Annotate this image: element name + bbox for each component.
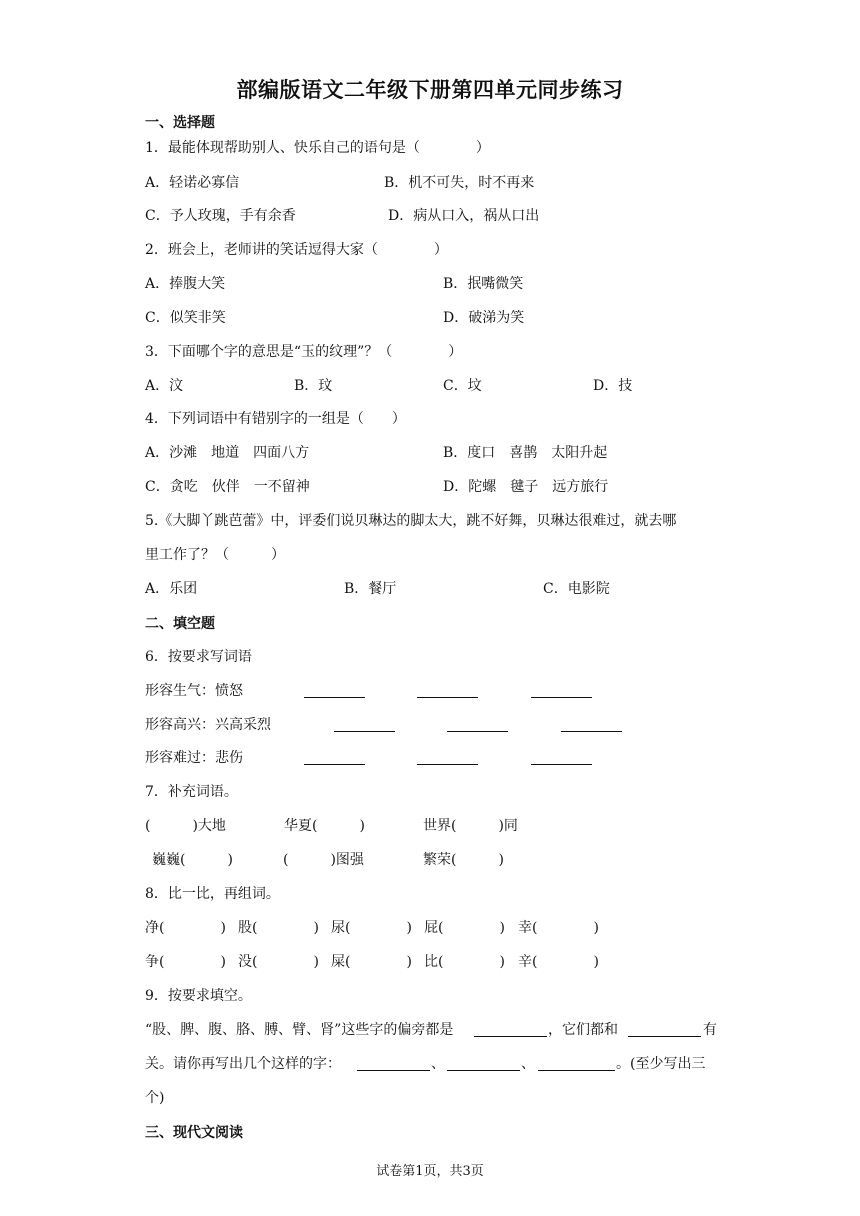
answer-blank[interactable] xyxy=(417,683,478,698)
question-5-option-b: B．餐厅 xyxy=(344,581,397,597)
question-7-item: 世界( )同 xyxy=(423,818,518,834)
question-4-stem: 4．下列词语中有错别字的一组是（ ） xyxy=(145,411,406,427)
question-2-option-d: D．破涕为笑 xyxy=(443,310,525,326)
answer-blank[interactable] xyxy=(474,1022,547,1037)
question-5-option-c: C．电影院 xyxy=(543,581,610,597)
answer-blank[interactable] xyxy=(447,1056,520,1071)
answer-blank[interactable] xyxy=(628,1022,701,1037)
question-8-item: 尿( ) xyxy=(331,920,412,936)
question-4-option-c: C．贪吃 伙伴 一不留神 xyxy=(145,479,310,495)
answer-blank[interactable] xyxy=(561,717,622,732)
question-9-text: 个) xyxy=(145,1090,165,1106)
page-title: 部编版语文二年级下册第四单元同步练习 xyxy=(236,78,624,102)
question-7-item: ( )大地 xyxy=(145,818,226,834)
question-3-option-d: D．技 xyxy=(593,378,633,394)
question-8-item: 辛( ) xyxy=(518,954,599,970)
question-7-item: ( )图强 xyxy=(283,852,364,868)
answer-blank[interactable] xyxy=(334,717,395,732)
question-4-option-d: D．陀螺 毽子 远方旅行 xyxy=(443,479,609,495)
question-4-option-b: B．度口 喜鹊 太阳升起 xyxy=(443,445,608,461)
question-8-item: 幸( ) xyxy=(518,920,599,936)
question-8-item: 屁( ) xyxy=(424,920,505,936)
question-2-option-b: B．抿嘴微笑 xyxy=(443,276,524,292)
question-2-stem: 2．班会上，老师讲的笑话逗得大家（ ） xyxy=(145,242,448,258)
answer-blank[interactable] xyxy=(357,1056,430,1071)
question-8-item: 净( ) xyxy=(145,920,226,936)
question-9-text: 有 xyxy=(703,1022,717,1038)
question-1-option-a: A．轻诺必寡信 xyxy=(145,175,240,191)
question-4-option-a: A．沙滩 地道 四面八方 xyxy=(145,445,310,461)
question-5-stem-line-1: 5.《大脚丫跳芭蕾》中，评委们说贝琳达的脚太大，跳不好舞，贝琳达很难过，就去哪 xyxy=(145,513,677,529)
answer-blank[interactable] xyxy=(304,683,365,698)
question-8-item: 争( ) xyxy=(145,954,226,970)
answer-blank[interactable] xyxy=(531,683,592,698)
question-9-text: 关。请你再写出几个这样的字： xyxy=(145,1056,341,1072)
question-1-option-d: D．病从口入，祸从口出 xyxy=(388,208,540,224)
question-3-option-c: C．坟 xyxy=(443,378,482,394)
page-footer: 试卷第1页，共3页 xyxy=(376,1164,484,1179)
answer-blank[interactable] xyxy=(304,750,365,765)
section-heading-reading: 三、现代文阅读 xyxy=(145,1125,243,1141)
question-9-text: 、 xyxy=(431,1056,445,1072)
question-2-option-a: A．捧腹大笑 xyxy=(145,276,226,292)
question-1-stem: 1．最能体现帮助别人、快乐自己的语句是（ ） xyxy=(145,140,490,156)
question-6-row-3-label: 形容难过：悲伤 xyxy=(145,750,243,766)
question-7-stem: 7．补充词语。 xyxy=(145,784,238,800)
question-2-option-c: C．似笑非笑 xyxy=(145,310,226,326)
question-9-stem: 9．按要求填空。 xyxy=(145,988,252,1004)
question-8-item: 比( ) xyxy=(424,954,505,970)
question-9-text: ，它们都和 xyxy=(548,1022,618,1038)
question-8-item: 股( ) xyxy=(238,920,319,936)
answer-blank[interactable] xyxy=(538,1056,615,1071)
question-8-item: 没( ) xyxy=(238,954,319,970)
question-3-option-b: B．玟 xyxy=(294,378,333,394)
question-8-item: 屎( ) xyxy=(331,954,412,970)
answer-blank[interactable] xyxy=(417,750,478,765)
answer-blank[interactable] xyxy=(531,750,592,765)
question-8-stem: 8．比一比，再组词。 xyxy=(145,886,280,902)
section-heading-fill: 二、填空题 xyxy=(145,616,215,632)
question-9-text: 。(至少写出三 xyxy=(616,1056,706,1072)
question-7-item: 巍巍( ) xyxy=(152,852,233,868)
section-heading-choice: 一、选择题 xyxy=(145,115,215,131)
question-6-row-1-label: 形容生气：愤怒 xyxy=(145,683,243,699)
question-6-stem: 6．按要求写词语 xyxy=(145,649,252,665)
question-5-option-a: A．乐团 xyxy=(145,581,198,597)
answer-blank[interactable] xyxy=(447,717,508,732)
question-5-stem-line-2: 里工作了？（ ） xyxy=(145,547,285,563)
question-3-stem: 3．下面哪个字的意思是“玉的纹理”？（ ） xyxy=(145,344,463,360)
question-1-option-b: B．机不可失，时不再来 xyxy=(384,175,535,191)
question-9-text: “股、脾、腹、胳、膊、臂、肾”这些字的偏旁都是 xyxy=(145,1022,454,1038)
question-6-row-2-label: 形容高兴：兴高采烈 xyxy=(145,717,271,733)
question-7-item: 华夏( ) xyxy=(284,818,365,834)
question-9-text: 、 xyxy=(521,1056,535,1072)
question-1-option-c: C．予人玫瑰，手有余香 xyxy=(145,208,296,224)
question-3-option-a: A．汶 xyxy=(145,378,184,394)
question-7-item: 繁荣( ) xyxy=(423,852,504,868)
